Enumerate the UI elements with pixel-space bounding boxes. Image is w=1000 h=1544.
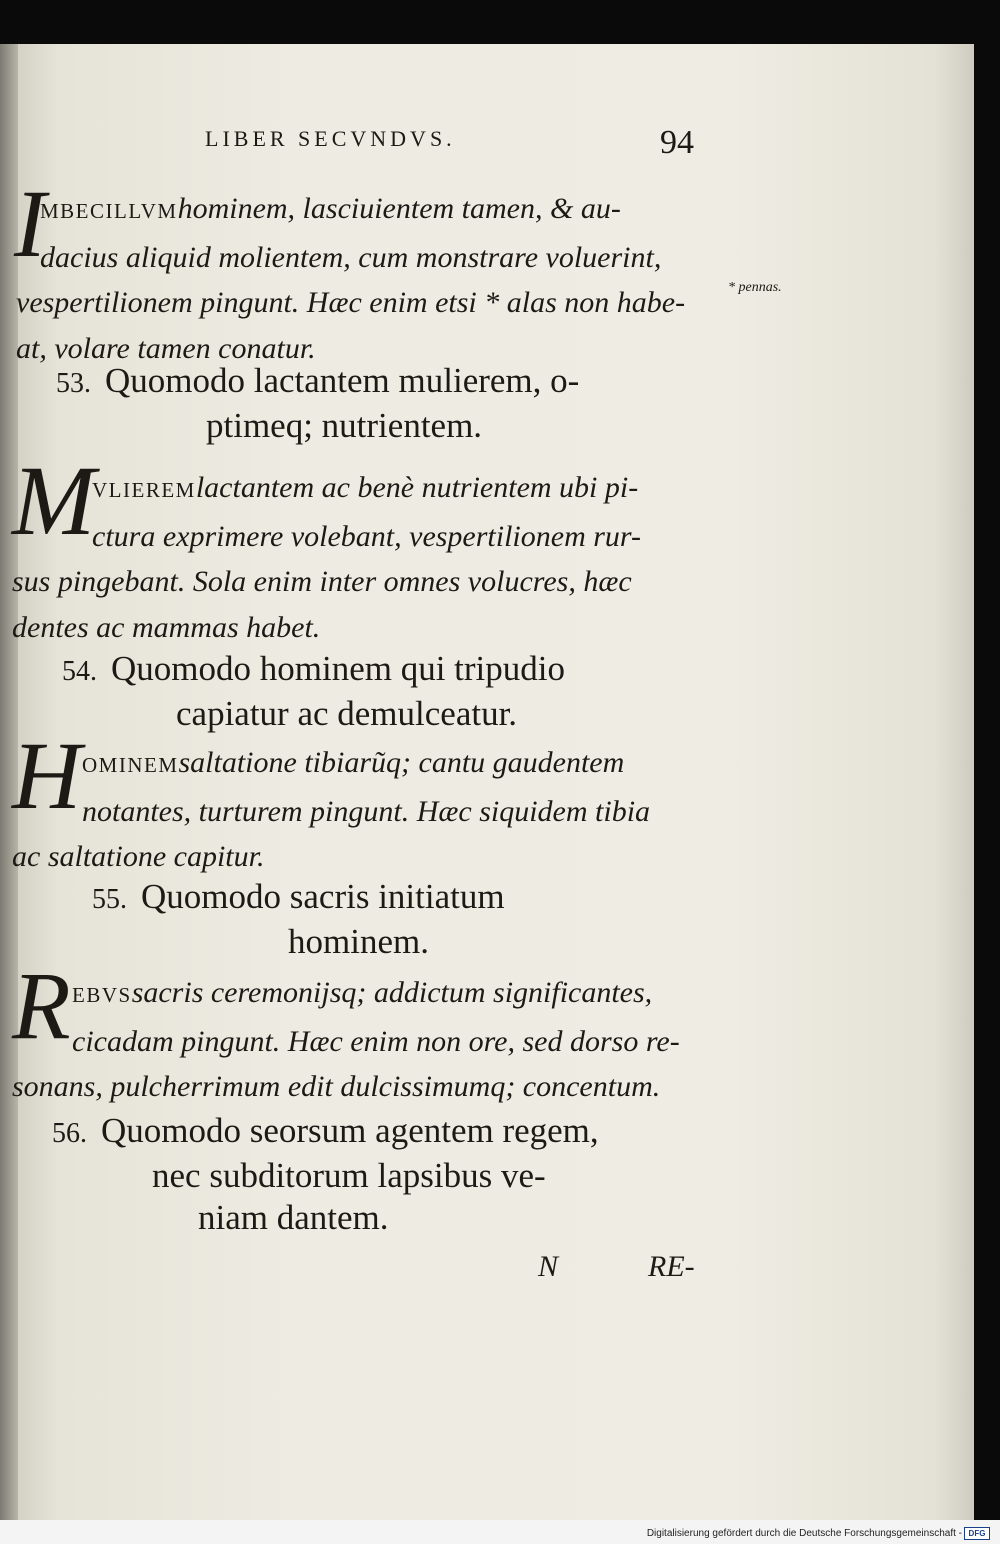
lead-word: MBECILLVM [40,199,178,223]
text-line: cicadam pingunt. Hæc enim non ore, sed dorso re- [72,1024,680,1058]
heading-line: ptimeq; nutrientem. [206,406,483,445]
chapter-heading-54 [62,648,565,735]
heading-line: capiatur ac demulceatur. [176,694,518,733]
lead-word: OMINEM [82,753,179,777]
lead-word: VLIEREM [92,478,196,502]
text-line [16,186,685,235]
chapter-number: 55. [92,884,127,915]
dfg-logo: DFG [964,1527,990,1540]
chapter-heading-53 [56,360,579,447]
chapter-number: 56. [52,1118,87,1149]
paragraph-rebus [12,952,680,1110]
heading-line: 53. Quomodo lactantem mulierem, o- [56,361,580,400]
text-line: sus pingebant. Sola enim inter omnes volucres, hæc [12,565,632,598]
heading-line: nec subditorum lapsibus ve- [152,1156,546,1195]
drop-capital: H [12,722,82,829]
line-text: lactantem ac benè nutrientem ubi pi- [195,471,639,504]
page-number: 94 [660,124,694,161]
margin-note: * pennas. [728,280,782,295]
chapter-heading-55 [92,876,505,963]
paragraph-mulierem [12,445,641,650]
heading-line: 54. Quomodo hominem qui tripudio [62,649,566,688]
text-line: at, volare tamen conatur. [16,331,316,365]
chapter-heading-56 [52,1110,599,1239]
chapter-number: 54. [62,656,97,687]
text-line: notantes, turturem pingunt. Hæc siquidem tibia [82,794,651,828]
heading-line: 55. Quomodo sacris initiatum [92,877,505,916]
text-line: sonans, pulcherrimum edit dulcissimumq; concentum. [12,1070,661,1103]
catchword: RE- [648,1250,695,1283]
text-line [12,740,650,789]
text-line: ac saltatione capitur. [12,840,265,873]
drop-capital: I [14,170,46,277]
text-line: vespertilionem pingunt. Hæc enim etsi * alas non habe- [16,286,686,319]
digitization-credit: Digitalisierung gefördert durch die Deutsche Forschungsgemeinschaft - [646,1528,962,1539]
text-line [12,465,641,514]
heading-line: niam dantem. [198,1198,389,1237]
paragraph-hominem [12,722,651,880]
chapter-number: 53. [56,368,91,399]
text-line: dacius aliquid molientem, cum monstrare voluerint, [40,240,662,274]
lead-word: EBVS [72,983,132,1007]
paragraph-imbecillum [14,170,686,371]
line-text: saltatione tibiarũq; cantu gaudentem [178,746,625,779]
line-text: sacris ceremonijsq; addictum significantes, [131,976,653,1009]
running-head: LIBER SECVNDVS. [205,126,456,151]
drop-capital: M [12,445,96,556]
text-line: dentes ac mammas habet. [12,610,321,644]
signature-mark: N [538,1250,559,1283]
line-text: hominem, lasciuientem tamen, & au- [177,192,621,225]
heading-line: 56. Quomodo seorsum agentem regem, [52,1111,599,1150]
heading-line: hominem. [288,922,429,961]
drop-capital: R [12,952,71,1059]
text-line: ctura exprimere volebant, vespertilionem rur- [92,519,641,553]
text-line [12,970,680,1019]
